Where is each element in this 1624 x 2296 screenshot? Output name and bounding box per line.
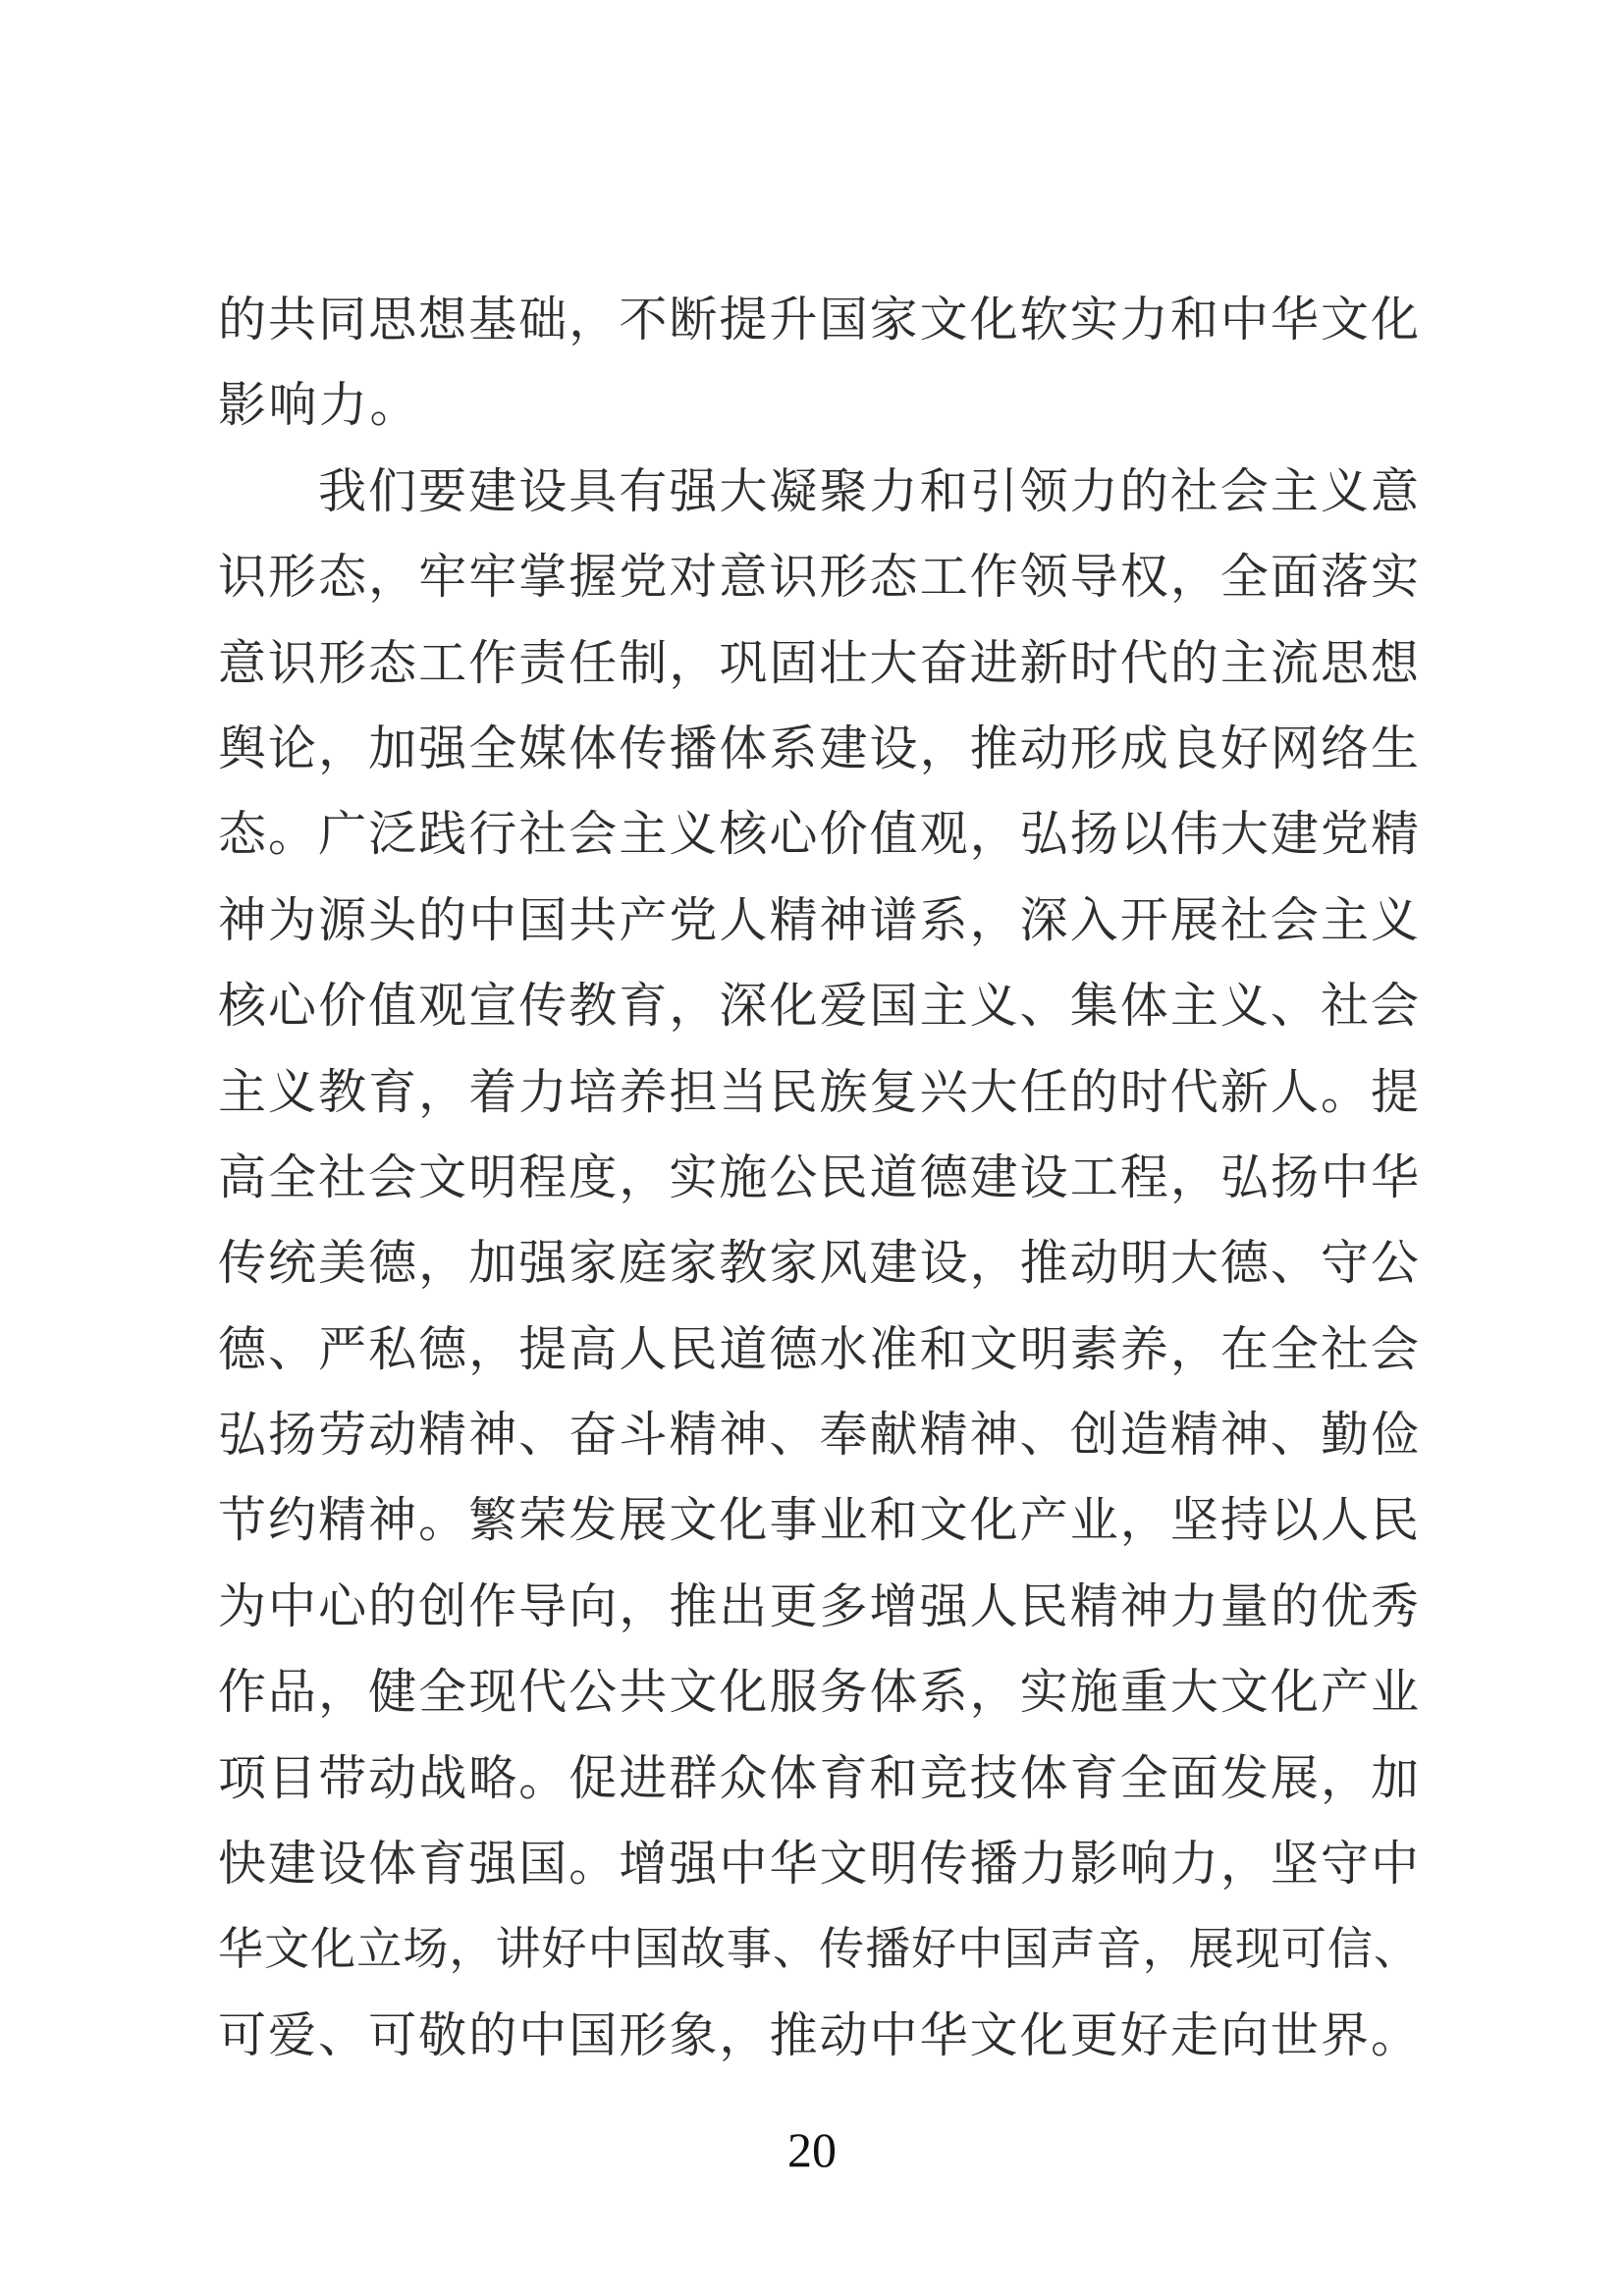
text-line: 我们要建设具有强大凝聚力和引领力的社会主义意	[318, 463, 1419, 518]
page-number: 20	[787, 2122, 837, 2177]
text-line: 华文化立场，讲好中国故事、传播好中国声音，展现可信、	[218, 1924, 1419, 1975]
text-line: 德、严私德，提高人民道德水准和文明素养，在全社会	[218, 1321, 1419, 1376]
text-block	[218, 277, 1419, 2078]
text-line: 作品，健全现代公共文化服务体系，实施重大文化产业	[218, 1665, 1419, 1720]
text-line: 节约精神。繁荣发展文化事业和文化产业，坚持以人民	[218, 1493, 1419, 1548]
text-line: 态。广泛践行社会主义核心价值观，弘扬以伟大建党精	[218, 807, 1419, 862]
text-line: 意识形态工作责任制，巩固壮大奋进新时代的主流思想	[218, 635, 1419, 690]
text-line: 神为源头的中国共产党人精神谱系，深入开展社会主义	[218, 892, 1419, 947]
text-line: 传统美德，加强家庭家教家风建设，推动明大德、守公	[218, 1236, 1419, 1291]
text-line: 为中心的创作导向，推出更多增强人民精神力量的优秀	[218, 1578, 1419, 1633]
text-line: 的共同思想基础，不断提升国家文化软实力和中华文化	[218, 293, 1419, 347]
text-line: 高全社会文明程度，实施公民道德建设工程，弘扬中华	[218, 1149, 1419, 1204]
text-line: 弘扬劳动精神、奋斗精神、奉献精神、创造精神、勤俭	[218, 1408, 1419, 1463]
text-line: 识形态，牢牢掌握党对意识形态工作领导权，全面落实	[218, 550, 1419, 605]
text-line: 快建设体育强国。增强中华文明传播力影响力，坚守中	[218, 1837, 1419, 1892]
text-line: 核心价值观宣传教育，深化爱国主义、集体主义、社会	[218, 979, 1419, 1034]
text-line: 舆论，加强全媒体传播体系建设，推动形成良好网络生	[218, 721, 1419, 775]
text-line: 影响力。	[218, 378, 421, 433]
text-line: 项目带动战略。促进群众体育和竞技体育全面发展，加	[218, 1750, 1419, 1805]
text-line: 主义教育，着力培养担当民族复兴大任的时代新人。提	[218, 1064, 1419, 1119]
text-line: 可爱、可敬的中国形象，推动中华文化更好走向世界。	[218, 2007, 1419, 2062]
